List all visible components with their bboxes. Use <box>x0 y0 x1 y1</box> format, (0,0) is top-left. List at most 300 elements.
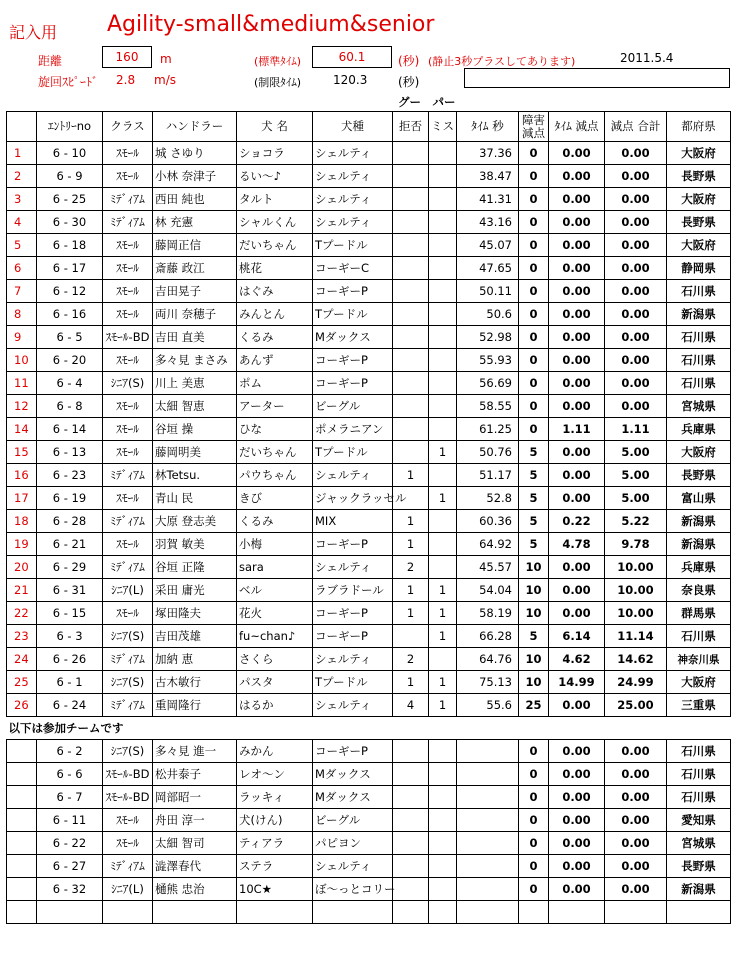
cell-pref: 新潟県 <box>667 878 731 901</box>
table-row <box>7 257 731 280</box>
cell-breed: ポメラニアン <box>313 418 393 441</box>
cell-pref: 大阪府 <box>667 441 731 464</box>
cell-tfault: 0.00 <box>549 165 605 188</box>
cell-time: 55.93 <box>457 349 519 372</box>
cell-dog: だいちゃん <box>237 234 313 257</box>
cell-cls: ｽﾓｰﾙ <box>103 533 153 556</box>
cell-cls: ｽﾓｰﾙ <box>103 165 153 188</box>
cell-time: 50.11 <box>457 280 519 303</box>
cell-handler: 多々見 まさみ <box>153 349 237 372</box>
empty-cell <box>313 901 393 924</box>
cell-time <box>457 832 519 855</box>
cell-tfault: 0.00 <box>549 763 605 786</box>
cell-course: 0 <box>519 809 549 832</box>
cell-dog: みかん <box>237 740 313 763</box>
cell-refusal <box>393 211 429 234</box>
cell-course: 0 <box>519 878 549 901</box>
limit-time-label: (制限ﾀｲﾑ) <box>254 76 302 89</box>
cell-total: 0.00 <box>605 280 667 303</box>
cell-pref: 富山県 <box>667 487 731 510</box>
cell-refusal: 1 <box>393 602 429 625</box>
empty-cell <box>667 901 731 924</box>
cell-course: 0 <box>519 165 549 188</box>
cell-time <box>457 809 519 832</box>
record-label: 記入用 <box>9 23 58 42</box>
cell-handler: 吉田茂雄 <box>153 625 237 648</box>
cell-handler: 藤岡正信 <box>153 234 237 257</box>
cell-dog: ショコラ <box>237 142 313 165</box>
cell-breed: シェルティ <box>313 142 393 165</box>
cell-breed: コーギーP <box>313 349 393 372</box>
cell-course: 5 <box>519 533 549 556</box>
cell-total: 0.00 <box>605 832 667 855</box>
cell-entry: 6 - 13 <box>37 441 103 464</box>
cell-rank: 4 <box>7 211 37 234</box>
cell-entry: 6 - 30 <box>37 211 103 234</box>
cell-refusal <box>393 303 429 326</box>
cell-dog: はぐみ <box>237 280 313 303</box>
cell-handler: 藤岡明美 <box>153 441 237 464</box>
cell-dog: ポム <box>237 372 313 395</box>
cell-pref: 長野県 <box>667 165 731 188</box>
cell-refusal <box>393 234 429 257</box>
cell-total: 0.00 <box>605 326 667 349</box>
cell-handler: 谷垣 操 <box>153 418 237 441</box>
cell-cls: ﾐﾃﾞｨｱﾑ <box>103 510 153 533</box>
distance-value[interactable]: 160 <box>102 46 152 68</box>
table-row <box>7 625 731 648</box>
cell-tfault: 14.99 <box>549 671 605 694</box>
cell-tfault: 0.00 <box>549 280 605 303</box>
cell-dog: だいちゃん <box>237 441 313 464</box>
table-row <box>7 878 731 901</box>
table-row <box>7 395 731 418</box>
cell-rank: 9 <box>7 326 37 349</box>
cell-rank: 3 <box>7 188 37 211</box>
cell-dog: 桃花 <box>237 257 313 280</box>
cell-pref: 長野県 <box>667 855 731 878</box>
cell-time: 47.65 <box>457 257 519 280</box>
cell-rank: 2 <box>7 165 37 188</box>
cell-refusal <box>393 740 429 763</box>
cell-dog: ベル <box>237 579 313 602</box>
cell-total: 0.00 <box>605 809 667 832</box>
cell-rank <box>7 878 37 901</box>
cell-total: 11.14 <box>605 625 667 648</box>
cell-time: 56.69 <box>457 372 519 395</box>
cell-course: 0 <box>519 763 549 786</box>
cell-breed: シェルティ <box>313 648 393 671</box>
cell-miss <box>429 211 457 234</box>
cell-handler: 小林 奈津子 <box>153 165 237 188</box>
cell-miss <box>429 464 457 487</box>
cell-breed: シェルティ <box>313 694 393 717</box>
cell-pref: 愛知県 <box>667 809 731 832</box>
cell-refusal <box>393 372 429 395</box>
cell-handler: 両川 奈穂子 <box>153 303 237 326</box>
cell-tfault: 0.00 <box>549 740 605 763</box>
cell-miss <box>429 832 457 855</box>
cell-total: 9.78 <box>605 533 667 556</box>
cell-refusal: 1 <box>393 510 429 533</box>
cell-dog: ステラ <box>237 855 313 878</box>
cell-rank: 11 <box>7 372 37 395</box>
cell-refusal <box>393 257 429 280</box>
cell-handler: 城 さゆり <box>153 142 237 165</box>
total-fault-header: 減点 合計 <box>605 112 667 142</box>
cell-tfault: 0.00 <box>549 878 605 901</box>
cell-course: 0 <box>519 349 549 372</box>
cell-dog: みんとん <box>237 303 313 326</box>
cell-refusal <box>393 832 429 855</box>
cell-tfault: 4.62 <box>549 648 605 671</box>
cell-entry: 6 - 20 <box>37 349 103 372</box>
cell-total: 0.00 <box>605 878 667 901</box>
cell-time: 58.55 <box>457 395 519 418</box>
cell-breed: ビーグル <box>313 395 393 418</box>
cell-cls: ｽﾓｰﾙ <box>103 487 153 510</box>
cell-handler: 林 充憲 <box>153 211 237 234</box>
cell-pref: 神奈川県 <box>667 648 731 671</box>
cell-rank: 24 <box>7 648 37 671</box>
cell-total: 0.00 <box>605 142 667 165</box>
empty-cell <box>393 901 429 924</box>
cell-course: 10 <box>519 671 549 694</box>
cell-breed: シェルティ <box>313 165 393 188</box>
cell-time: 37.36 <box>457 142 519 165</box>
std-time-value[interactable]: 60.1 <box>312 46 392 68</box>
cell-dog: るい～♪ <box>237 165 313 188</box>
cell-time: 45.07 <box>457 234 519 257</box>
cell-dog: シャルくん <box>237 211 313 234</box>
cell-dog: パスタ <box>237 671 313 694</box>
team-note-row <box>7 717 731 740</box>
cell-entry: 6 - 19 <box>37 487 103 510</box>
handler-header: ハンドラー <box>153 112 237 142</box>
cell-dog: ティアラ <box>237 832 313 855</box>
cell-total: 0.00 <box>605 740 667 763</box>
page-title: Agility-small&medium&senior <box>107 12 435 37</box>
std-time-note: (静止3秒プラスしてあります) <box>428 55 576 68</box>
cell-total: 5.00 <box>605 464 667 487</box>
cell-cls: ｽﾓｰﾙ-BD <box>103 786 153 809</box>
cell-pref: 奈良県 <box>667 579 731 602</box>
date: 2011.5.4 <box>620 51 674 65</box>
cell-dog: ひな <box>237 418 313 441</box>
cell-total: 0.00 <box>605 763 667 786</box>
cell-total: 25.00 <box>605 694 667 717</box>
cell-rank: 1 <box>7 142 37 165</box>
empty-cell <box>153 901 237 924</box>
cell-course: 0 <box>519 326 549 349</box>
cell-dog: あんず <box>237 349 313 372</box>
breed-header: 犬種 <box>313 112 393 142</box>
std-time-unit: (秒) <box>398 54 420 68</box>
cell-breed: Mダックス <box>313 763 393 786</box>
cell-breed: Tプードル <box>313 234 393 257</box>
table-row <box>7 418 731 441</box>
cell-miss <box>429 280 457 303</box>
team-note: 以下は参加チームです <box>7 717 731 740</box>
cell-course: 5 <box>519 441 549 464</box>
cell-tfault: 0.00 <box>549 809 605 832</box>
cell-miss <box>429 878 457 901</box>
cell-tfault: 0.00 <box>549 142 605 165</box>
cell-miss <box>429 349 457 372</box>
cell-refusal <box>393 188 429 211</box>
cell-cls: ﾐﾃﾞｨｱﾑ <box>103 211 153 234</box>
miss-header: ミス <box>429 112 457 142</box>
cell-miss <box>429 510 457 533</box>
cell-entry: 6 - 5 <box>37 326 103 349</box>
table-row <box>7 280 731 303</box>
cell-dog: 小梅 <box>237 533 313 556</box>
cell-breed: コーギーP <box>313 740 393 763</box>
cell-miss <box>429 395 457 418</box>
cell-miss <box>429 648 457 671</box>
cell-cls: ｽﾓｰﾙ <box>103 303 153 326</box>
cell-course: 0 <box>519 372 549 395</box>
cell-entry: 6 - 18 <box>37 234 103 257</box>
table-row <box>7 855 731 878</box>
cell-pref: 石川県 <box>667 625 731 648</box>
cell-total: 0.00 <box>605 349 667 372</box>
cell-miss: 1 <box>429 694 457 717</box>
cell-handler: 太細 智司 <box>153 832 237 855</box>
cell-refusal <box>393 878 429 901</box>
cell-breed: Mダックス <box>313 786 393 809</box>
cell-refusal <box>393 855 429 878</box>
cell-dog: くるみ <box>237 326 313 349</box>
cell-breed: シェルティ <box>313 188 393 211</box>
cell-handler: 谷垣 正隆 <box>153 556 237 579</box>
cell-handler: 林Tetsu. <box>153 464 237 487</box>
cell-tfault: 0.00 <box>549 786 605 809</box>
cell-rank: 6 <box>7 257 37 280</box>
cell-course: 0 <box>519 188 549 211</box>
table-row <box>7 533 731 556</box>
cell-entry: 6 - 24 <box>37 694 103 717</box>
cell-handler: 羽賀 敏美 <box>153 533 237 556</box>
cell-pref: 宮城県 <box>667 832 731 855</box>
table-row <box>7 188 731 211</box>
cell-dog: 花火 <box>237 602 313 625</box>
cell-tfault: 0.22 <box>549 510 605 533</box>
cell-entry: 6 - 22 <box>37 832 103 855</box>
distance-label: 距離 <box>38 54 63 68</box>
cell-rank: 20 <box>7 556 37 579</box>
cell-breed: コーギーP <box>313 533 393 556</box>
cell-total: 10.00 <box>605 579 667 602</box>
cell-entry: 6 - 6 <box>37 763 103 786</box>
speed-value: 2.8 <box>116 73 136 87</box>
empty-cell <box>7 901 37 924</box>
empty-cell <box>519 901 549 924</box>
cell-rank: 16 <box>7 464 37 487</box>
cell-total: 5.00 <box>605 441 667 464</box>
table-row <box>7 648 731 671</box>
cell-entry: 6 - 17 <box>37 257 103 280</box>
cell-cls: ｽﾓｰﾙ <box>103 418 153 441</box>
cell-miss <box>429 234 457 257</box>
cell-breed: Tプードル <box>313 441 393 464</box>
cell-total: 14.62 <box>605 648 667 671</box>
table-row <box>7 579 731 602</box>
cell-entry: 6 - 7 <box>37 786 103 809</box>
cell-miss: 1 <box>429 671 457 694</box>
cell-breed: シェルティ <box>313 855 393 878</box>
cell-rank: 8 <box>7 303 37 326</box>
cell-refusal <box>393 349 429 372</box>
cell-total: 0.00 <box>605 372 667 395</box>
cell-time: 52.8 <box>457 487 519 510</box>
cell-handler: 岡部昭一 <box>153 786 237 809</box>
cell-time: 50.76 <box>457 441 519 464</box>
cell-cls: ﾐﾃﾞｨｱﾑ <box>103 556 153 579</box>
table-row <box>7 326 731 349</box>
time-header: ﾀｲﾑ 秒 <box>457 112 519 142</box>
cell-cls: ｼﾆｱ(S) <box>103 671 153 694</box>
table-row <box>7 809 731 832</box>
cell-tfault: 0.00 <box>549 694 605 717</box>
cell-breed: シェルティ <box>313 464 393 487</box>
cell-tfault: 0.00 <box>549 464 605 487</box>
cell-miss <box>429 372 457 395</box>
cell-time: 38.47 <box>457 165 519 188</box>
cell-pref: 兵庫県 <box>667 418 731 441</box>
cell-cls: ｽﾓｰﾙ-BD <box>103 326 153 349</box>
table-row <box>7 832 731 855</box>
cell-tfault: 6.14 <box>549 625 605 648</box>
cell-pref: 石川県 <box>667 280 731 303</box>
cell-course: 0 <box>519 142 549 165</box>
cell-entry: 6 - 12 <box>37 280 103 303</box>
cell-dog: さくら <box>237 648 313 671</box>
cell-time: 41.31 <box>457 188 519 211</box>
cell-entry: 6 - 28 <box>37 510 103 533</box>
cell-refusal: 1 <box>393 533 429 556</box>
cell-entry: 6 - 1 <box>37 671 103 694</box>
cell-breed: コーギーC <box>313 257 393 280</box>
cell-course: 5 <box>519 510 549 533</box>
empty-cell <box>37 901 103 924</box>
cell-refusal: 2 <box>393 556 429 579</box>
cell-time: 51.17 <box>457 464 519 487</box>
cell-dog: きび <box>237 487 313 510</box>
cell-cls: ｽﾓｰﾙ <box>103 142 153 165</box>
cell-tfault: 4.78 <box>549 533 605 556</box>
cell-total: 1.11 <box>605 418 667 441</box>
cell-dog: fu~chan♪ <box>237 625 313 648</box>
cell-refusal: 4 <box>393 694 429 717</box>
cell-total: 0.00 <box>605 234 667 257</box>
cell-dog: レオ～ン <box>237 763 313 786</box>
cell-total: 24.99 <box>605 671 667 694</box>
cell-entry: 6 - 16 <box>37 303 103 326</box>
cell-tfault: 0.00 <box>549 349 605 372</box>
cell-time <box>457 855 519 878</box>
cell-pref: 長野県 <box>667 211 731 234</box>
cell-entry: 6 - 21 <box>37 533 103 556</box>
cell-miss: 1 <box>429 602 457 625</box>
cell-handler: 塚田隆夫 <box>153 602 237 625</box>
dog-name-header: 犬 名 <box>237 112 313 142</box>
cell-handler: 吉田 直美 <box>153 326 237 349</box>
cell-miss <box>429 740 457 763</box>
table-row <box>7 487 731 510</box>
cell-cls: ｽﾓｰﾙ <box>103 441 153 464</box>
cell-rank <box>7 740 37 763</box>
cell-cls: ﾐﾃﾞｨｱﾑ <box>103 188 153 211</box>
cell-handler: 大原 登志美 <box>153 510 237 533</box>
cell-course: 10 <box>519 648 549 671</box>
table-row <box>7 740 731 763</box>
table-row <box>7 165 731 188</box>
cell-refusal: 1 <box>393 579 429 602</box>
cell-course: 0 <box>519 395 549 418</box>
cell-cls: ﾐﾃﾞｨｱﾑ <box>103 855 153 878</box>
cell-handler: 采田 庸光 <box>153 579 237 602</box>
cell-tfault: 0.00 <box>549 188 605 211</box>
refusal-header: 拒否 <box>393 112 429 142</box>
cell-refusal <box>393 418 429 441</box>
cell-handler: 斎藤 政江 <box>153 257 237 280</box>
std-time-label: (標準ﾀｲﾑ) <box>254 55 302 68</box>
memo-box[interactable] <box>464 68 730 88</box>
cell-total: 10.00 <box>605 556 667 579</box>
cell-time: 60.36 <box>457 510 519 533</box>
cell-pref: 石川県 <box>667 786 731 809</box>
cell-tfault: 0.00 <box>549 855 605 878</box>
cell-dog: タルト <box>237 188 313 211</box>
rank-header <box>7 112 37 142</box>
cell-time: 64.92 <box>457 533 519 556</box>
cell-breed: Tプードル <box>313 303 393 326</box>
cell-handler: 青山 民 <box>153 487 237 510</box>
cell-tfault: 0.00 <box>549 234 605 257</box>
cell-rank: 22 <box>7 602 37 625</box>
cell-handler: 川上 美恵 <box>153 372 237 395</box>
cell-tfault: 1.11 <box>549 418 605 441</box>
cell-pref: 新潟県 <box>667 303 731 326</box>
cell-miss <box>429 188 457 211</box>
cell-course: 10 <box>519 579 549 602</box>
results-table <box>6 111 731 924</box>
cell-pref: 大阪府 <box>667 671 731 694</box>
cell-refusal <box>393 625 429 648</box>
cell-rank <box>7 786 37 809</box>
empty-cell <box>457 901 519 924</box>
cell-dog: 10C★ <box>237 878 313 901</box>
cell-miss <box>429 326 457 349</box>
cell-pref: 石川県 <box>667 740 731 763</box>
cell-entry: 6 - 10 <box>37 142 103 165</box>
cell-miss <box>429 855 457 878</box>
cell-course: 10 <box>519 602 549 625</box>
cell-refusal: 2 <box>393 648 429 671</box>
cell-miss: 1 <box>429 625 457 648</box>
cell-rank <box>7 855 37 878</box>
cell-pref: 石川県 <box>667 349 731 372</box>
cell-tfault: 0.00 <box>549 556 605 579</box>
cell-miss <box>429 303 457 326</box>
cell-time <box>457 763 519 786</box>
cell-course: 5 <box>519 464 549 487</box>
cell-dog: くるみ <box>237 510 313 533</box>
cell-entry: 6 - 31 <box>37 579 103 602</box>
cell-course: 5 <box>519 625 549 648</box>
cell-dog: アーター <box>237 395 313 418</box>
